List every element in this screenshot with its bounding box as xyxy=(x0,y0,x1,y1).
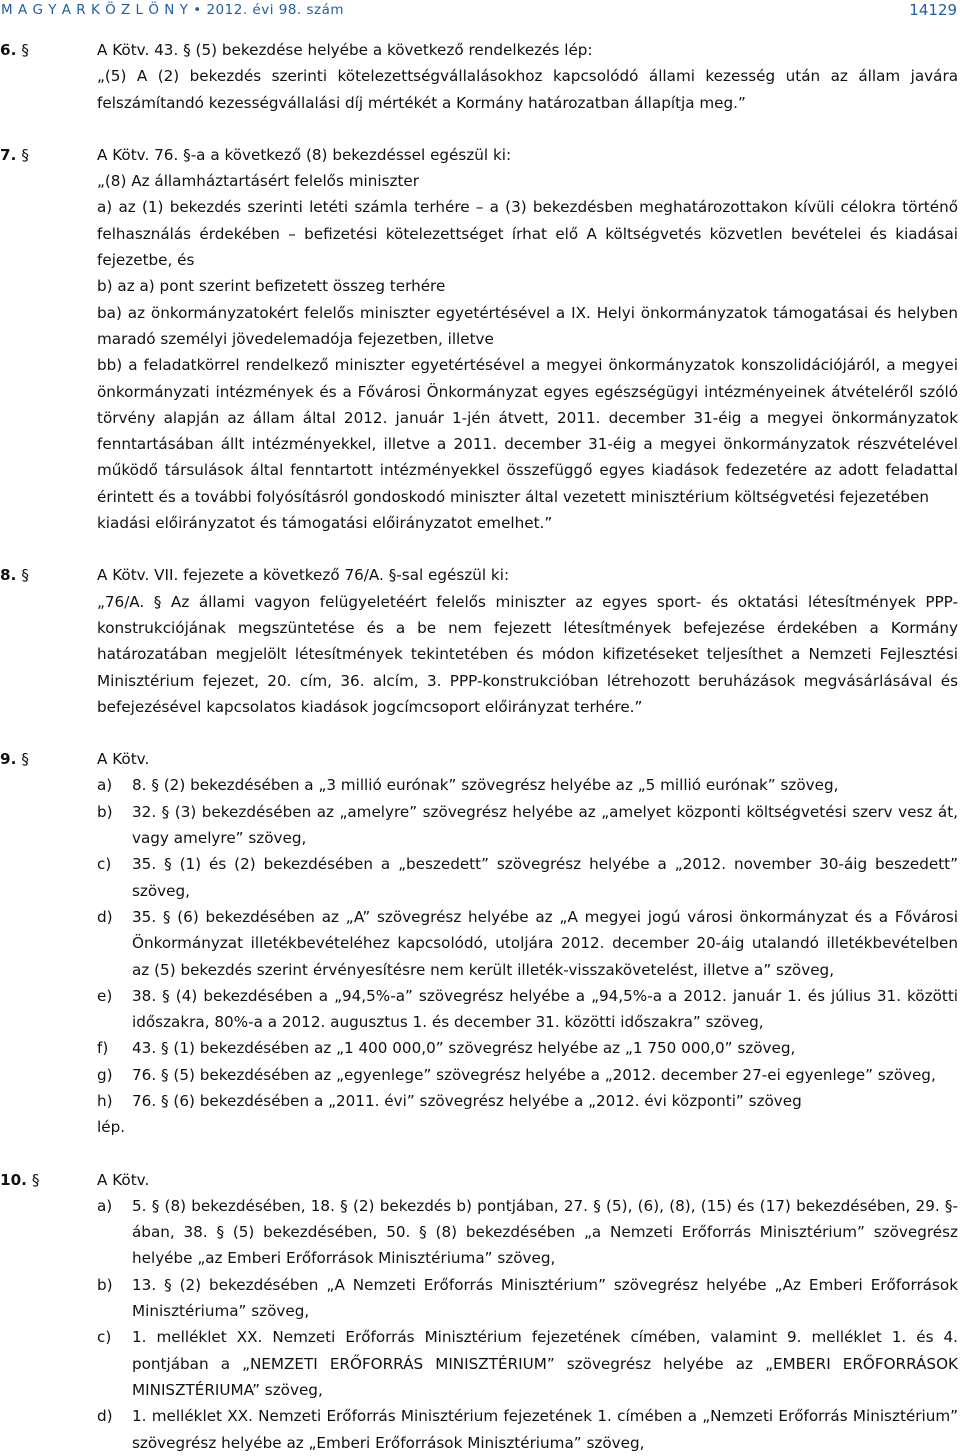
item-text: 35. § (1) és (2) bekezdésében a „beszedett” szövegrész helyébe a „2012. november 30-áig beszedett” szöveg, xyxy=(132,855,958,900)
section-number: 6. xyxy=(0,41,17,59)
item-letter: g) xyxy=(97,1065,113,1084)
list-item xyxy=(97,983,958,1036)
paragraph: b) az a) pont szerint befizetett összeg terhére xyxy=(97,277,446,296)
item-letter: a) xyxy=(97,776,113,795)
paragraph: „76/A. § Az állami vagyon felügyeletéért felelős miniszter az egyes sport- és oktatási létesítmények PPP-konstrukciójának megszüntetése és a be nem fejezett létesítmények befejezése érdekében a Kormány határozatában megjelölt létesítmények tekintetében és módon kifizetéseket teljesíthet a Nemzeti Fejlesztési Minisztérium fejezet, 20. cím, 36. alcím, 3. PPP-konstrukcióban létrehozott beruházások megvásárlásával és befejezésével kapcsolatos kiadások jogcímcsoport előirányzat terhére.” xyxy=(97,592,958,716)
paragraph: ba) az önkormányzatokért felelős miniszter egyetértésével a IX. Helyi önkormányzatok támogatásai és helyben maradó személyi jövedelemadója fejezetben, illetve xyxy=(97,303,958,348)
section-10 xyxy=(0,1167,958,1456)
item-text: 8. § (2) bekezdésében a „3 millió eurónak” szövegrész helyébe az „5 millió eurónak” szöveg, xyxy=(132,776,839,795)
item-letter: f) xyxy=(97,1039,109,1058)
paragraph: „(5) A (2) bekezdés szerinti kötelezettségvállalásokhoz kapcsolódó állami kezesség után az állam javára felszámítandó kezességvállalási díj mértékét a Kormány határozatban állapítja meg.” xyxy=(97,67,958,112)
list-item xyxy=(97,851,958,904)
section-number: 8. xyxy=(0,566,17,585)
section-intro: A Kötv. VII. fejezete a következő 76/A. §-sal egészül ki: xyxy=(97,566,510,585)
list-item xyxy=(97,1035,958,1061)
item-letter: d) xyxy=(97,907,113,926)
list-item xyxy=(97,1193,958,1272)
list-item xyxy=(97,1062,958,1088)
section-number: 7. xyxy=(0,145,17,164)
section-7 xyxy=(0,142,958,536)
section-9 xyxy=(0,746,958,1140)
item-letter: c) xyxy=(97,855,112,874)
list-item xyxy=(97,904,958,983)
section-intro: A Kötv. xyxy=(97,750,150,769)
section-number: 10. xyxy=(0,1170,27,1189)
item-text: 13. § (2) bekezdésében „A Nemzeti Erőforrás Minisztérium” szövegrész helyébe „Az Emberi Erőforrások Minisztériuma” szöveg, xyxy=(132,1275,958,1321)
section-sign: § xyxy=(21,145,29,164)
page-number: 14129 xyxy=(909,1,957,19)
item-letter: b) xyxy=(97,1275,113,1294)
list-item xyxy=(97,799,958,852)
section-8 xyxy=(0,562,958,720)
list-item xyxy=(97,772,958,798)
item-text: 76. § (6) bekezdésében a „2011. évi” szövegrész helyébe a „2012. évi központi” szöveg xyxy=(132,1091,802,1110)
section-sign: § xyxy=(21,41,29,59)
paragraph: kiadási előirányzatot és támogatási előirányzatot emelhet.” xyxy=(97,514,553,533)
amendment-list xyxy=(97,1193,958,1456)
item-text: 38. § (4) bekezdésében a „94,5%-a” szövegrész helyébe a „94,5%-a a 2012. január 1. és július 31. közötti időszakra, 80%-a a 2012. augusztus 1. és december 31. közötti időszakra” szöveg, xyxy=(132,986,958,1032)
item-letter: a) xyxy=(97,1196,113,1215)
section-closing: lép. xyxy=(97,1118,126,1137)
item-text: 32. § (3) bekezdésében az „amelyre” szövegrész helyébe az „amelyet központi költségvetési szerv vesz át, vagy amelyre” szöveg, xyxy=(132,802,958,848)
list-item xyxy=(97,1088,958,1114)
item-text: 76. § (5) bekezdésében az „egyenlege” szövegrész helyébe a „2012. december 27-ei egyenlege” szöveg, xyxy=(132,1065,936,1084)
section-intro: A Kötv. 43. § (5) bekezdése helyébe a következő rendelkezés lép: xyxy=(97,41,593,59)
item-letter: b) xyxy=(97,802,113,821)
list-item xyxy=(97,1324,958,1403)
item-text: 43. § (1) bekezdésében az „1 400 000,0” szövegrész helyébe az „1 750 000,0” szöveg, xyxy=(132,1039,796,1058)
section-sign: § xyxy=(21,566,29,585)
journal-title: M A G Y A R K Ö Z L Ö N Y • 2012. évi 98. szám xyxy=(1,2,345,18)
section-intro: A Kötv. xyxy=(97,1170,150,1189)
item-text: 5. § (8) bekezdésében, 18. § (2) bekezdés b) pontjában, 27. § (5), (6), (8), (15) és (17) bekezdésében, 29. §-ában, 38. § (5) bekezdésében, 50. § (8) bekezdésében „a Nemzeti Erőforrás Minisztérium” szövegrész helyébe „az Emberi Erőforrások Minisztériuma” szöveg, xyxy=(132,1196,958,1268)
item-letter: c) xyxy=(97,1328,112,1347)
section-number: 9. xyxy=(0,750,17,769)
section-sign: § xyxy=(21,750,29,769)
paragraph: bb) a feladatkörrel rendelkező miniszter egyetértésével a megyei önkormányzatok konszolidációjáról, a megyei önkormányzati intézmények és a Fővárosi Önkormányzat egyes egészségügyi intézményeinek átvételéről szóló törvény alapján az állam által 2012. január 1-jén átvett, 2011. december 31-éig a megyei önkormányzatok fenntartásában állt intézményekkel, illetve a 2011. december 31-éig a megyei önkormányzatok részvételével működő társulások által fenntartott intézményekkel összefüggő egyes kiadások fedezetére az adott feladattal érintett és a további folyósításról gondoskodó miniszter által vezetett minisztérium költségvetési fejezetében xyxy=(97,356,958,506)
section-sign: § xyxy=(31,1170,40,1189)
amendment-list xyxy=(97,772,958,1114)
list-item xyxy=(97,1403,958,1456)
paragraph: a) az (1) bekezdés szerinti letéti számla terhére – a (3) bekezdésben meghatározottakon kívüli célokra történő felhasználás érdekében – befizetési kötelezettséget írhat elő A költségvetés közvetlen bevételei és kiadásai fejezetbe, és xyxy=(97,198,958,270)
paragraph: „(8) Az államháztartásért felelős miniszter xyxy=(97,172,419,191)
list-item xyxy=(97,1272,958,1325)
item-letter: d) xyxy=(97,1407,113,1426)
item-letter: e) xyxy=(97,986,113,1005)
item-text: 35. § (6) bekezdésében az „A” szövegrész helyébe az „A megyei jogú városi önkormányzat és a Fővárosi Önkormányzat illetékbevételéhez kapcsolódó, utoljára 2012. december 20-áig utalandó illetékbevételben az (5) bekezdés szerint érvényesítésre nem került illeték-visszakövetelést, illetve a” szöveg, xyxy=(132,907,958,979)
document-body xyxy=(0,37,958,1456)
section-6 xyxy=(0,37,958,116)
item-text: 1. melléklet XX. Nemzeti Erőforrás Minisztérium fejezetének 1. címében a „Nemzeti Erőforrás Minisztérium” szövegrész helyébe az „Emberi Erőforrások Minisztériuma” szöveg, xyxy=(132,1407,958,1452)
item-letter: h) xyxy=(97,1091,113,1110)
page-header xyxy=(0,0,960,30)
section-intro: A Kötv. 76. §-a a következő (8) bekezdéssel egészül ki: xyxy=(97,145,512,164)
item-text: 1. melléklet XX. Nemzeti Erőforrás Minisztérium fejezetének címében, valamint 9. melléklet 1. és 4. pontjában a „NEMZETI ERŐFORRÁS MINISZTÉRIUM” szövegrész helyébe az „EMBERI ERŐFORRÁSOK MINISZTÉRIUMA” szöveg, xyxy=(132,1328,958,1399)
